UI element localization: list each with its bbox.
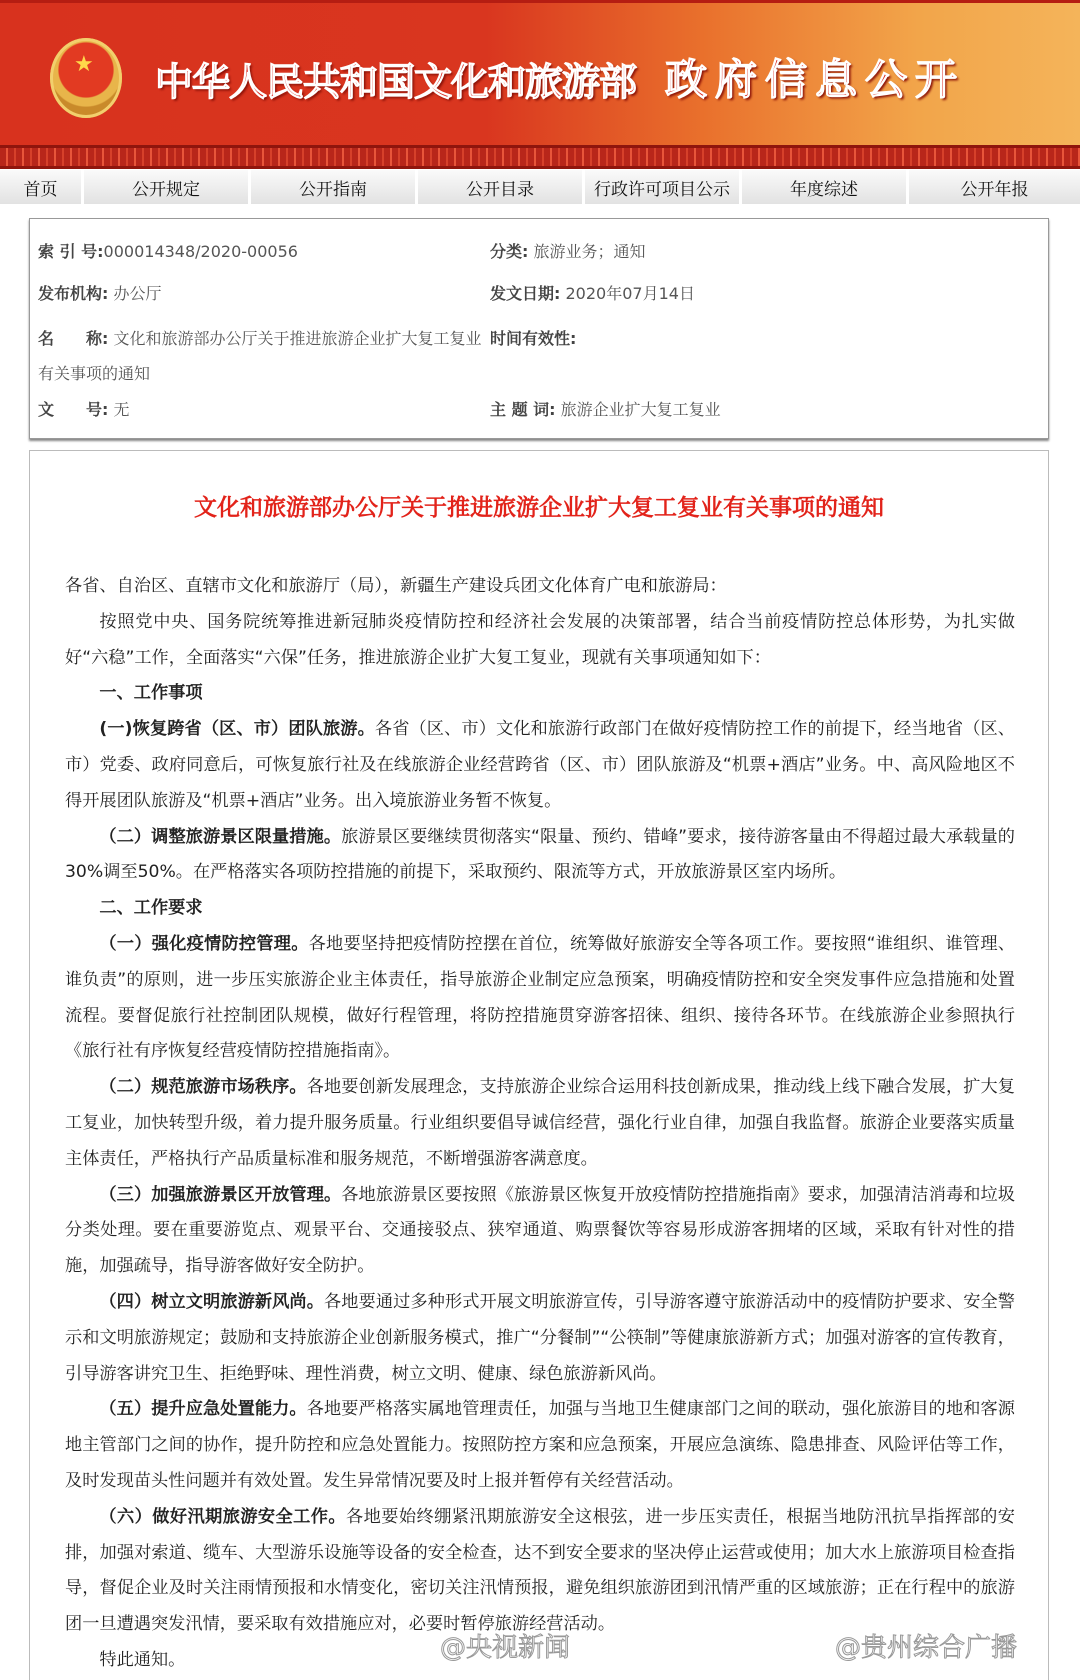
paragraph-text: 各省（区、市）文化和旅游行政部门在做好疫情防控工作的前提下，经当地省（区、市）党委、政府同意后，可恢复旅行社及在线旅游企业经营跨省（区、市）团队旅游及“机票+酒店”业务。中、高风险地区不得开展团队旅游及“机票+酒店”业务。出入境旅游业务暂不恢复。	[65, 719, 1015, 811]
nav-home[interactable]: 首页	[0, 170, 84, 204]
nav-annual-report[interactable]: 公开年报	[909, 170, 1080, 204]
paragraph	[65, 1285, 1015, 1392]
paragraph-text: 旅游景区要继续贯彻落实“限量、预约、错峰”要求，接待游客量由不得超过最大承载量的30%调至50%。在严格落实各项防控措施的前提下，采取预约、限流等方式，开放旅游景区室内场所。	[65, 826, 1015, 883]
paragraph	[65, 1070, 1015, 1177]
docno-label: 文 号:	[38, 400, 109, 419]
category-value: 旅游业务；通知	[533, 242, 646, 261]
paragraph-heading: 一、工作事项	[99, 683, 203, 704]
paragraph-heading: （二）调整旅游景区限量措施。	[99, 826, 342, 847]
paragraph-text: 各地要严格落实属地管理责任，加强与当地卫生健康部门之间的联动，强化旅游目的地和客源地主管部门之间的协作，提升防控和应急处置能力。按照防控方案和应急预案，开展应急演练、隐患排查、风险评估等工作，及时发现苗头性问题并有效处置。发生异常情况要及时上报并暂停有关经营活动。	[65, 1399, 1015, 1491]
docno-value: 无	[113, 400, 130, 419]
paragraph	[65, 891, 1015, 927]
document-metadata	[29, 218, 1049, 439]
article-title: 文化和旅游部办公厅关于推进旅游企业扩大复工复业有关事项的通知	[194, 495, 884, 521]
paragraph	[65, 569, 1015, 605]
name-value: 文化和旅游部办公厅关于推进旅游企业扩大复工复业有关事项的通知	[38, 329, 482, 383]
paragraph	[65, 927, 1015, 1070]
watermark-cctv: @央视新闻	[440, 1633, 571, 1663]
paragraph-text: 各地要始终绷紧汛期旅游安全这根弦，进一步压实责任，根据当地防汛抗旱指挥部的安排，加强对索道、缆车、大型游乐设施等设备的安全检查，达不到安全要求的坚决停止运营或使用；加大水上旅游项目检查指导，督促企业及时关注雨情预报和水情变化，密切关注汛情预报，避免组织旅游团到汛情严重的区域旅游；正在行程中的旅游团一旦遭遇突发汛情，要采取有效措施应对，必要时暂停旅游经营活动。	[65, 1506, 1015, 1635]
nav-rules[interactable]: 公开规定	[84, 170, 251, 204]
paragraph-text: 按照党中央、国务院统筹推进新冠肺炎疫情防控和经济社会发展的决策部署，结合当前疫情防控总体形势，为扎实做好“六稳”工作，全面落实“六保”任务，推进旅游企业扩大复工复业，现就有关事项通知如下：	[65, 611, 1015, 668]
paragraph-heading: （三）加强旅游景区开放管理。	[99, 1184, 342, 1205]
site-banner	[0, 0, 1080, 145]
org-value: 办公厅	[113, 284, 162, 303]
paragraph-heading: （一）强化疫情防控管理。	[99, 933, 309, 954]
paragraph	[65, 712, 1015, 819]
keywords-label: 主 题 词:	[490, 400, 556, 419]
watermark-guizhou: @贵州综合广播	[835, 1633, 1018, 1663]
site-title: 中华人民共和国文化和旅游部	[155, 60, 637, 104]
org-label: 发布机构:	[38, 284, 109, 303]
nav-permits[interactable]: 行政许可项目公示	[585, 170, 742, 204]
name-label: 名 称:	[38, 329, 109, 348]
paragraph-text: 特此通知。	[99, 1649, 186, 1670]
paragraph-heading: 二、工作要求	[99, 898, 203, 919]
decorative-border	[0, 145, 1080, 169]
paragraph-heading: （二）规范旅游市场秩序。	[99, 1077, 307, 1098]
nav-guide[interactable]: 公开指南	[251, 170, 418, 204]
article-body	[65, 569, 1018, 1679]
paragraph-text: 各地要通过多种形式开展文明旅游宣传，引导游客遵守旅游活动中的疫情防护要求、安全警示和文明旅游规定；鼓励和支持旅游企业创新服务模式，推广“分餐制”“公筷制”等健康旅游新方式；加强对游客的宣传教育，引导游客讲究卫生、拒绝野味、理性消费，树立文明、健康、绿色旅游新风尚。	[65, 1291, 1015, 1384]
nav-annual-review[interactable]: 年度综述	[742, 170, 909, 204]
date-label: 发文日期:	[490, 284, 561, 303]
paragraph-heading: （五）提升应急处置能力。	[99, 1399, 307, 1420]
paragraph-heading: （四）树立文明旅游新风尚。	[99, 1291, 324, 1312]
paragraph-text: 各地要坚持把疫情防控摆在首位，统筹做好旅游安全等各项工作。要按照“谁组织、谁管理、谁负责”的原则，进一步压实旅游企业主体责任，指导旅游企业制定应急预案，明确疫情防控和安全突发事件应急措施和处置流程。要督促旅行社控制团队规模，做好行程管理，将防控措施贯穿游客招徕、组织、接待各环节。在线旅游企业参照执行《旅行社有序恢复经营疫情防控措施指南》。	[65, 933, 1015, 1062]
paragraph	[65, 1392, 1015, 1499]
nav-catalog[interactable]: 公开目录	[418, 170, 585, 204]
main-nav	[0, 170, 1080, 204]
validity-label: 时间有效性:	[490, 329, 577, 348]
index-value: 000014348/2020-00056	[103, 242, 298, 261]
paragraph-heading: (一)恢复跨省（区、市）团队旅游。	[99, 719, 375, 740]
keywords-value: 旅游企业扩大复工复业	[560, 400, 721, 419]
site-subtitle: 政府信息公开	[665, 55, 966, 104]
paragraph	[65, 1500, 1015, 1643]
paragraph	[65, 605, 1015, 677]
category-label: 分类:	[490, 242, 529, 261]
paragraph-heading: （六）做好汛期旅游安全工作。	[99, 1506, 347, 1527]
paragraph	[65, 676, 1015, 712]
article	[29, 450, 1049, 1680]
paragraph-text: 各地旅游景区要按照《旅游景区恢复开放疫情防控措施指南》要求，加强清洁消毒和垃圾分类处理。要在重要游览点、观景平台、交通接驳点、狭窄通道、购票餐饮等容易形成游客拥堵的区域，采取有针对性的措施，加强疏导，指导游客做好安全防护。	[65, 1184, 1015, 1277]
paragraph-text: 各地要创新发展理念，支持旅游企业综合运用科技创新成果，推动线上线下融合发展，扩大复工复业，加快转型升级，着力提升服务质量。行业组织要倡导诚信经营，强化行业自律，加强自我监督。旅游企业要落实质量主体责任，严格执行产品质量标准和服务规范，不断增强游客满意度。	[65, 1077, 1015, 1169]
paragraph-text: 各省、自治区、直辖市文化和旅游厅（局），新疆生产建设兵团文化体育广电和旅游局：	[65, 576, 727, 596]
date-value: 2020年07月14日	[565, 284, 695, 303]
national-emblem-icon: ★	[50, 38, 122, 118]
paragraph	[65, 820, 1015, 892]
index-label: 索 引 号:	[38, 242, 104, 261]
paragraph	[65, 1178, 1015, 1285]
